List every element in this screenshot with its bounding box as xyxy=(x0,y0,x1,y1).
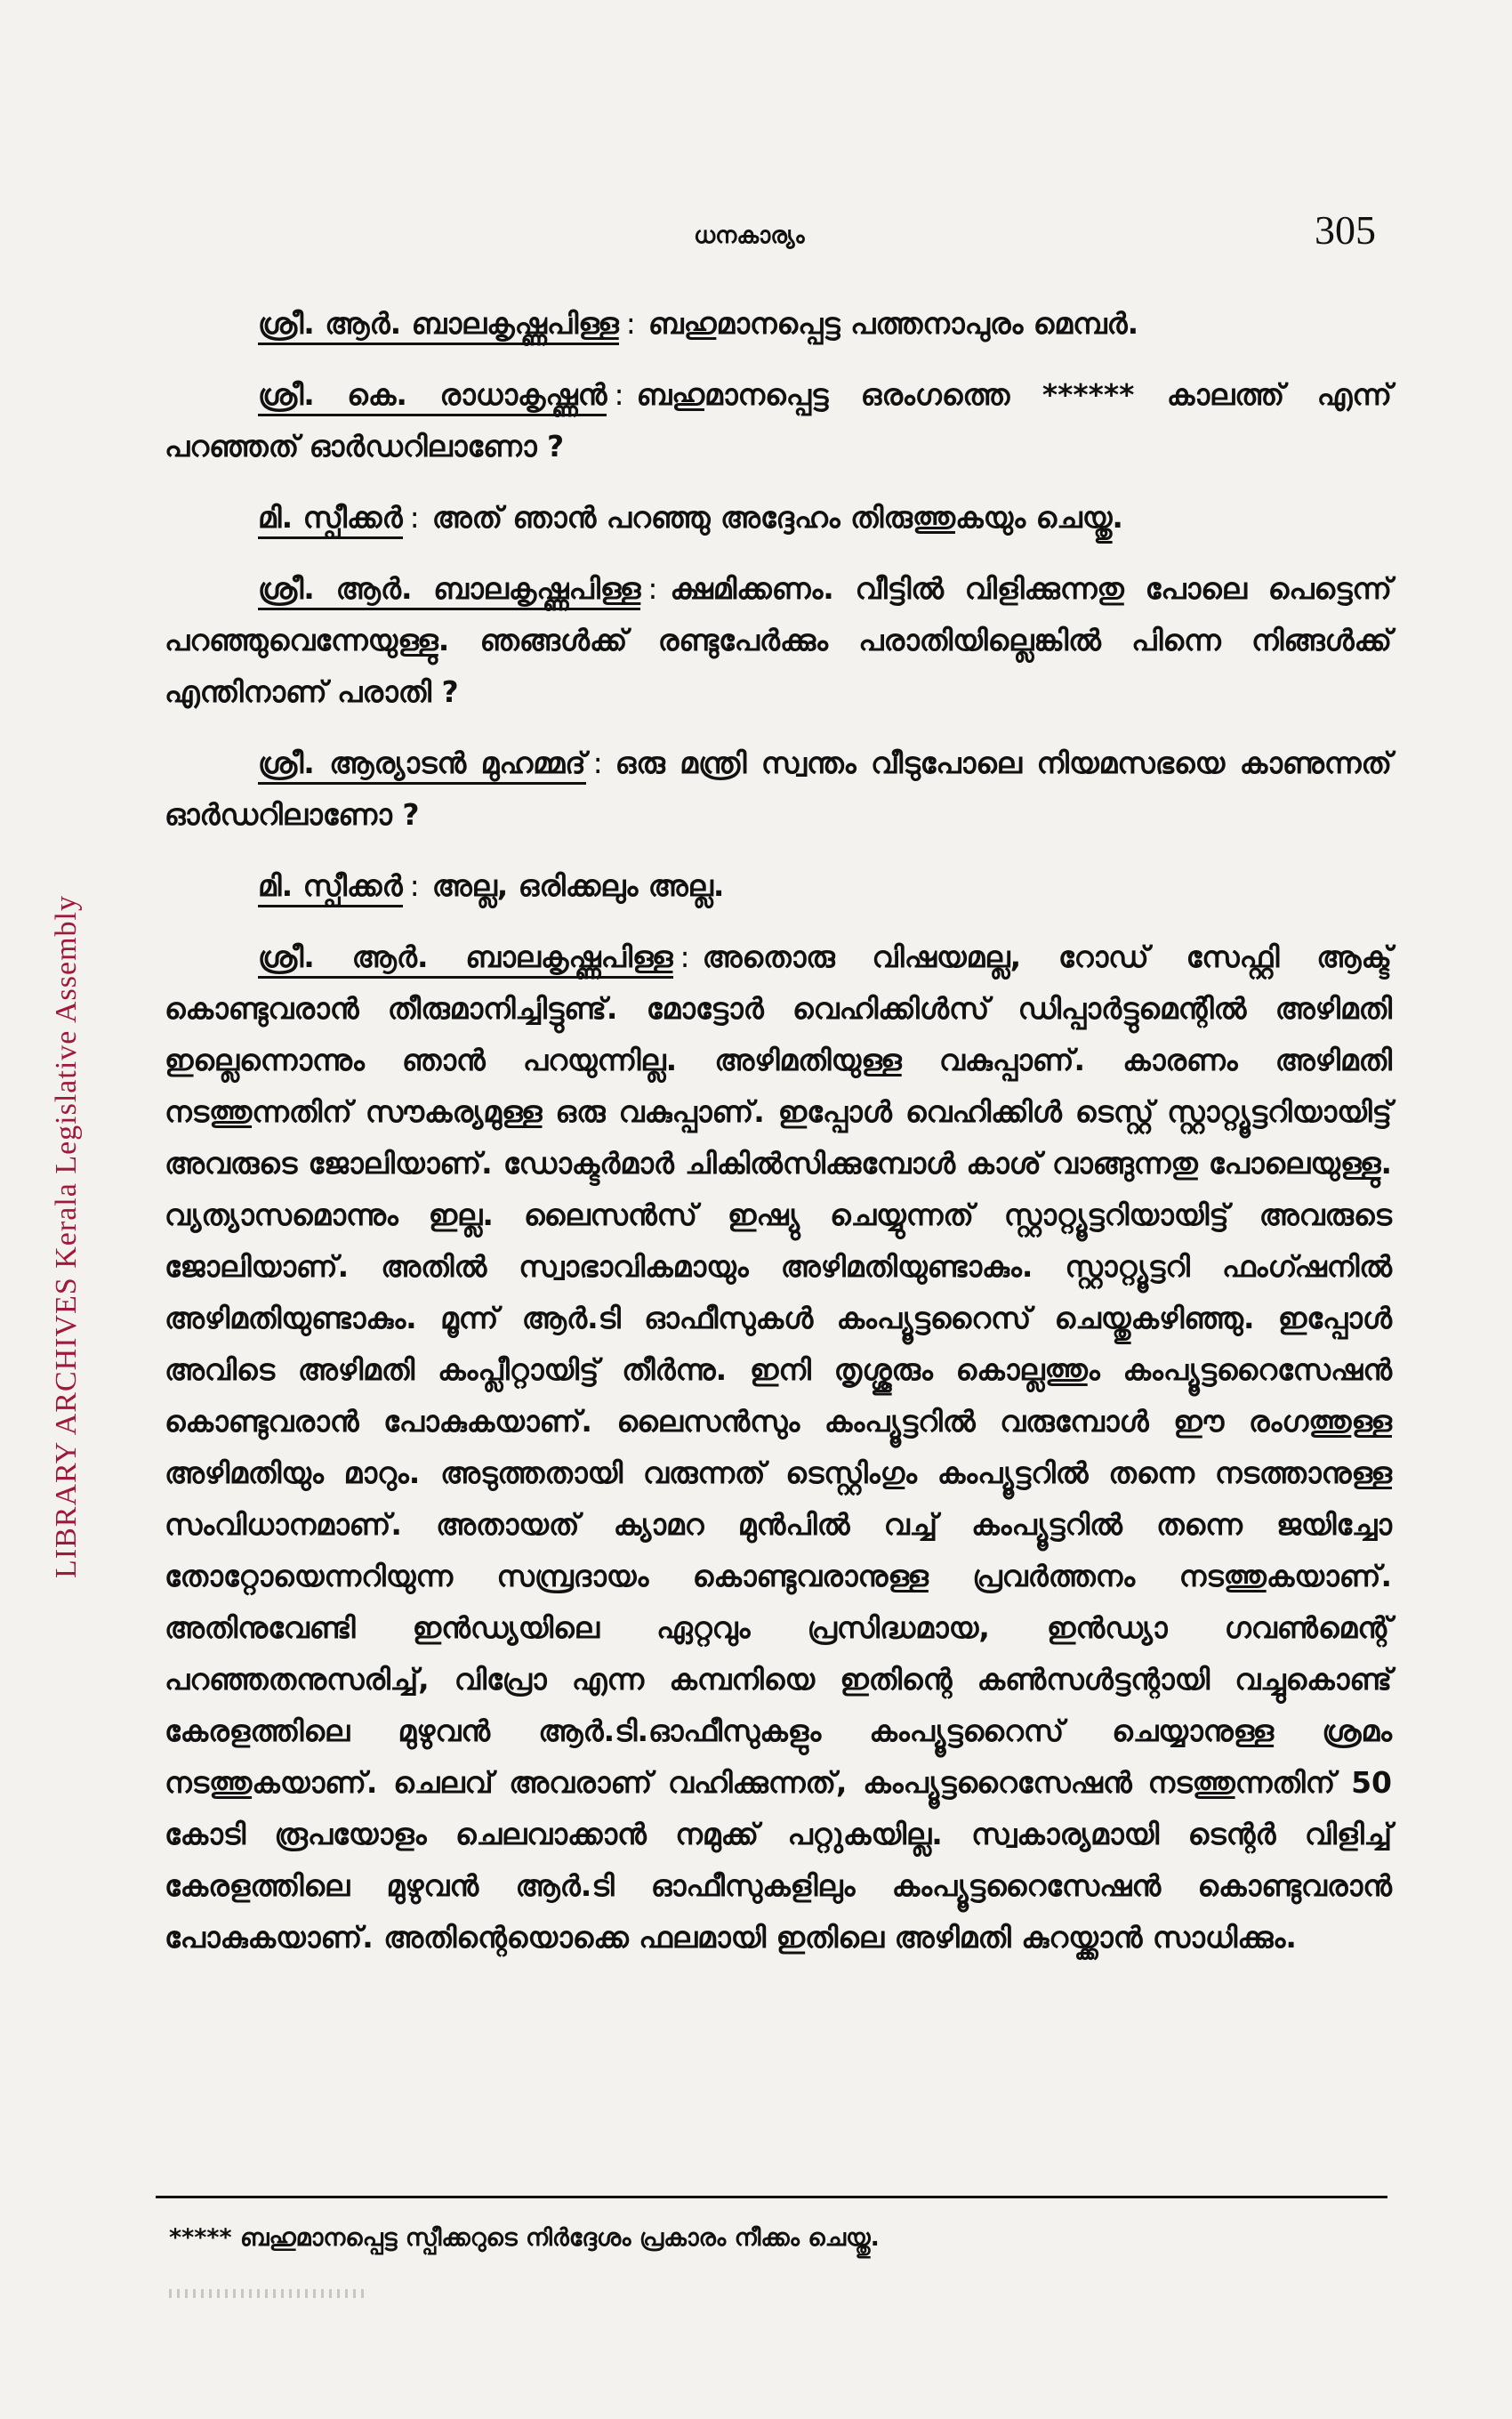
speaker-name: ശ്രീ. കെ. രാധാകൃഷ്ണൻ xyxy=(258,377,607,416)
speech-paragraph xyxy=(165,298,1392,350)
speech-paragraph xyxy=(165,563,1392,718)
speaker-name: ശ്രീ. ആർ. ബാലകൃഷ്ണപിള്ള xyxy=(258,306,619,345)
speaker-name: ശ്രീ. ആർ. ബാലകൃഷ്ണപിള്ള xyxy=(258,571,640,610)
footnote-divider xyxy=(156,2196,1387,2198)
speaker-name: മി. സ്പീക്കർ xyxy=(258,868,403,907)
speech-text: ഒരു മന്ത്രി സ്വന്തം വീടുപോലെ നിയമസഭയെ കാണുന്നത് ഓർഡറിലാണോ ? xyxy=(165,746,1392,832)
speech-paragraph xyxy=(165,738,1392,841)
page-number: 305 xyxy=(1315,207,1376,253)
speech-paragraph xyxy=(165,860,1392,912)
speaker-colon: : xyxy=(409,868,420,903)
speech-text: അതൊരു വിഷയമല്ല, റോഡ് സേഫ്റ്റി ആക്ട് കൊണ്ടുവരാൻ തീരുമാനിച്ചിട്ടുണ്ട്. മോട്ടോർ വെഹിക്കിൾസ് ഡിപ്പാർട്ടുമെന്റിൽ അഴിമതി ഇല്ലെന്നൊന്നും ഞാൻ പറയുന്നില്ല. അഴിമതിയുള്ള വകുപ്പാണ്. കാരണം അഴിമതി നടത്തുന്നതിന് സൗകര്യമുള്ള ഒരു വകുപ്പാണ്. ഇപ്പോൾ വെഹിക്കിൾ ടെസ്റ്റ് സ്റ്റാറ്റ്യൂട്ടറിയായിട്ട് അവരുടെ ജോലിയാണ്. ഡോക്ടർമാർ ചികിൽസിക്കുമ്പോൾ കാശ് വാങ്ങുന്നതു പോലെയുള്ളു. വ്യത്യാസമൊന്നും ഇല്ല. ലൈസൻസ് ഇഷ്യു ചെയ്യുന്നത് സ്റ്റാറ്റ്യൂട്ടറിയായിട്ട് അവരുടെ ജോലിയാണ്. അതിൽ സ്വാഭാവികമായും അഴിമതിയുണ്ടാകും. സ്റ്റാറ്റ്യൂട്ടറി ഫംഗ്ഷനിൽ അഴിമതിയുണ്ടാകും. മൂന്ന് ആർ.ടി ഓഫീസുകൾ കംപ്യൂട്ടറൈസ് ചെയ്തുകഴിഞ്ഞു. ഇപ്പോൾ അവിടെ അഴിമതി കംപ്ലീറ്റായിട്ട് തീർന്നു. ഇനി തൃശ്ശൂരും കൊല്ലത്തും കംപ്യൂട്ടറൈസേഷൻ കൊണ്ടുവരാൻ പോകുകയാണ്. ലൈസൻസും കംപ്യൂട്ടറിൽ വരുമ്പോൾ ഈ രംഗത്തുള്ള അഴിമതിയും മാറും. അടുത്തതായി വരുന്നത് ടെസ്റ്റിംഗും കംപ്യൂട്ടറിൽ തന്നെ നടത്താനുള്ള സംവിധാനമാണ്. അതായത് ക്യാമറ മുൻപിൽ വച്ച് കംപ്യൂട്ടറിൽ തന്നെ ജയിച്ചോ തോറ്റോയെന്നറിയുന്ന സമ്പ്രദായം കൊണ്ടുവരാനുള്ള പ്രവർത്തനം നടത്തുകയാണ്. അതിനുവേണ്ടി ഇൻഡ്യയിലെ ഏറ്റവും പ്രസിദ്ധമായ, ഇൻഡ്യാ ഗവൺമെന്റ് പറഞ്ഞതനുസരിച്ച്, വിപ്രോ എന്ന കമ്പനിയെ ഇതിന്റെ കൺസൾട്ടന്റായി വച്ചുകൊണ്ട് കേരളത്തിലെ മുഴുവൻ ആർ.ടി.ഓഫീസുകളും കംപ്യൂട്ടറൈസ് ചെയ്യാനുള്ള ശ്രമം നടത്തുകയാണ്. ചെലവ് അവരാണ് വഹിക്കുന്നത്, കംപ്യൂട്ടറൈസേഷൻ നടത്തുന്നതിന് 50 കോടി രൂപയോളം ചെലവാക്കാൻ നമുക്ക് പറ്റുകയില്ല. സ്വകാര്യമായി ടെന്റർ വിളിച്ച് കേരളത്തിലെ മുഴുവൻ ആർ.ടി ഓഫീസുകളിലും കംപ്യൂട്ടറൈസേഷൻ കൊണ്ടുവരാൻ പോകുകയാണ്. അതിന്റെയൊക്കെ ഫലമായി ഇതിലെ അഴിമതി കുറയ്ക്കാൻ സാധിക്കും. xyxy=(165,939,1392,1955)
speaker-colon: : xyxy=(680,939,690,974)
scan-noise xyxy=(169,2289,365,2298)
page-header xyxy=(0,206,1512,260)
speech-paragraph xyxy=(165,369,1392,472)
speech-text: ബഹുമാനപ്പെട്ട പത്തനാപുരം മെമ്പർ. xyxy=(647,306,1139,341)
speech-text: അല്ല, ഒരിക്കലും അല്ല. xyxy=(431,868,725,903)
speaker-colon: : xyxy=(592,746,603,780)
speech-paragraph xyxy=(165,931,1392,1963)
speaker-colon: : xyxy=(409,500,420,535)
speech-text: അത് ഞാൻ പറഞ്ഞു അദ്ദേഹം തിരുത്തുകയും ചെയ്തു. xyxy=(431,500,1123,535)
speaker-colon: : xyxy=(614,377,624,412)
speaker-name: മി. സ്പീക്കർ xyxy=(258,500,403,539)
footnote-text: ***** ബഹുമാനപ്പെട്ട സ്പീക്കറുടെ നിർദ്ദേശം പ്രകാരം നീക്കം ചെയ്തു. xyxy=(169,2224,880,2252)
speech-text: ക്ഷമിക്കണം. വീട്ടിൽ വിളിക്കുന്നതു പോലെ പെട്ടെന്ന് പറഞ്ഞുവെന്നേയുള്ളു. ഞങ്ങൾക്ക് രണ്ടുപേർക്കും പരാതിയില്ലെങ്കിൽ പിന്നെ നിങ്ങൾക്ക് എന്തിനാണ് പരാതി ? xyxy=(165,571,1392,709)
speaker-name: ശ്രീ. ആര്യാടൻ മുഹമ്മദ് xyxy=(258,746,586,785)
speaker-name: ശ്രീ. ആർ. ബാലകൃഷ്ണപിള്ള xyxy=(258,939,673,979)
speaker-colon: : xyxy=(625,306,636,341)
archive-watermark xyxy=(40,854,93,1619)
running-title: ധനകാര്യം xyxy=(694,222,805,249)
proceedings-body xyxy=(165,298,1392,1983)
watermark-text: LIBRARY ARCHIVES Kerala Legislative Assembly xyxy=(50,894,84,1579)
speech-text: ബഹുമാനപ്പെട്ട ഒരംഗത്തെ ****** കാലത്ത് എന്ന് പറഞ്ഞത് ഓർഡറിലാണോ ? xyxy=(165,377,1392,464)
speaker-colon: : xyxy=(647,571,658,606)
speech-paragraph xyxy=(165,492,1392,544)
